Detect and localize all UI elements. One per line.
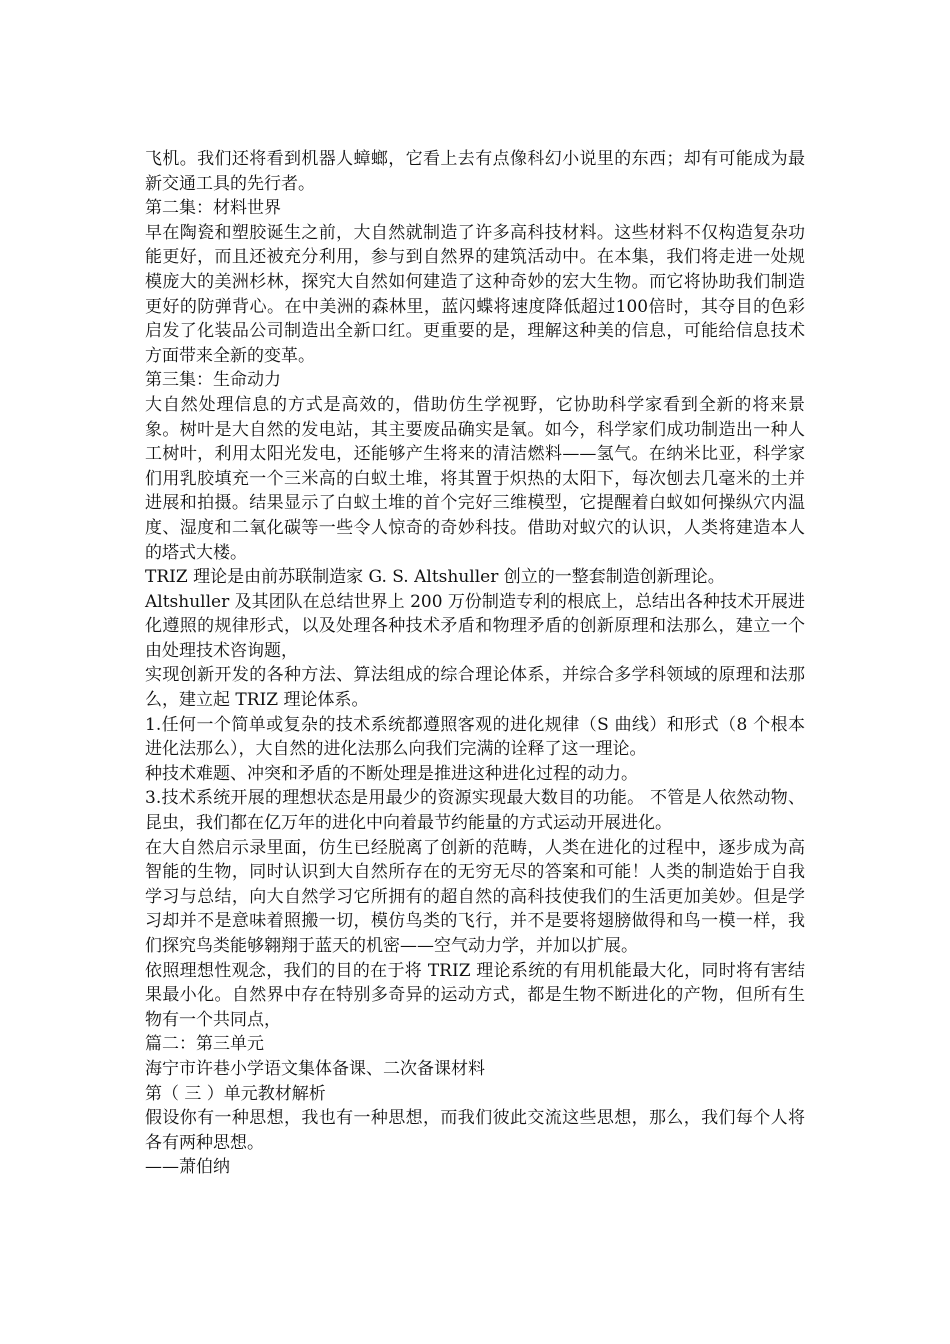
paragraph-triz-intro: TRIZ 理论是由前苏联制造家 G. S. Altshuller 创立的一整套制造创新理论。 [145, 567, 725, 588]
quote-author: ——萧伯纳 [145, 1157, 230, 1178]
paragraph-triz-system: 实现创新开发的各种方法、算法组成的综合理论体系，并综合多学科领域的原理和法那么，建立起 TRIZ 理论体系。 [145, 665, 805, 711]
paragraph-altshuller: Altshuller 及其团队在总结世界上 200 万份制造专利的根底上，总结出各种技术开展进化遵照的规律形式，以及处理各种技术矛盾和物理矛盾的创新原理和法那么，建立一个由处理技术咨询题， [145, 591, 805, 661]
episode-2-heading: 第二集：材料世界 [145, 198, 281, 219]
document-page [145, 147, 805, 1180]
paragraph-intro-continuation: 飞机。我们还将看到机器人蟑螂，它看上去有点像科幻小说里的东西；却有可能成为最新交通工具的先行者。 [145, 149, 805, 194]
paragraph-materials-world: 早在陶瓷和塑胶诞生之前，大自然就制造了许多高科技材料。这些材料不仅构造复杂功能更好，而且还被充分利用，参与到自然界的建筑活动中。在本集，我们将走进一处规模庞大的美洲杉林，探究大自然如何建造了这种奇妙的宏大生物。而它将协助我们制造更好的防弹背心。在中美洲的森林里，蓝闪蝶将速度降低超过100倍时，其夺目的色彩启发了化装品公司制造出全新口红。更重要的是，理解这种美的信息，可能给信息技术方面带来全新的变革。 [145, 222, 805, 366]
quote-text: 假设你有一种思想，我也有一种思想，而我们彼此交流这些思想，那么，我们每个人将各有两种思想。 [145, 1108, 805, 1153]
paragraph-life-power: 大自然处理信息的方式是高效的，借助仿生学视野，它协助科学家看到全新的将来景象。树叶是大自然的发电站，其主要废品确实是氧。如今，科学家们成功制造出一种人工树叶，利用太阳光发电，还能够产生将来的清洁燃料——氢气。在纳米比亚，科学家们用乳胶填充一个三米高的白蚁土堆，将其置于炽热的太阳下，每次刨去几毫米的土并进展和拍摄。结果显示了白蚁土堆的首个完好三维模型，它提醒着白蚁如何操纵穴内温度、湿度和二氧化碳等一些令人惊奇的奇妙科技。借助对蚁穴的认识，人类将建造本人的塔式大楼。 [145, 394, 805, 563]
episode-3-heading: 第三集：生命动力 [145, 370, 281, 391]
paragraph-bionics: 在大自然启示录里面，仿生已经脱离了创新的范畴，人类在进化的过程中，逐步成为高智能的生物，同时认识到大自然所存在的无穷无尽的答案和可能！人类的制造始于自我学习与总结，向大自然学习它所拥有的超自然的高科技使我们的生活更加美妙。但是学习却并不是意味着照搬一切，模仿鸟类的飞行，并不是要将翅膀做得和鸟一模一样，我们探究鸟类能够翱翔于蓝天的机密——空气动力学，并加以扩展。 [145, 837, 805, 956]
paragraph-ideality: 依照理想性观念，我们的目的在于将 TRIZ 理论系统的有用机能最大化，同时将有害结果最小化。自然界中存在特别多奇异的运动方式，都是生物不断进化的产物，但所有生物有一个共同点， [145, 960, 805, 1030]
paragraph-point-1: 1.任何一个简单或复杂的技术系统都遵照客观的进化规律（S 曲线）和形式（8 个根本进化法那么），大自然的进化法那么向我们完满的诠释了这一理论。 [145, 714, 805, 760]
paragraph-point-3: 3.技术系统开展的理想状态是用最少的资源实现最大数目的功能。 不管是人依然动物、昆虫，我们都在亿万年的进化中向着最节约能量的方式运动开展进化。 [145, 788, 805, 834]
part-2-heading: 篇二：第三单元 [145, 1034, 264, 1055]
paragraph-contradictions: 种技术难题、冲突和矛盾的不断处理是推进这种进化过程的动力。 [145, 763, 638, 784]
unit-analysis-title: 第（ 三 ）单元教材解析 [145, 1083, 326, 1104]
school-material-title: 海宁市许巷小学语文集体备课、二次备课材料 [145, 1058, 485, 1079]
